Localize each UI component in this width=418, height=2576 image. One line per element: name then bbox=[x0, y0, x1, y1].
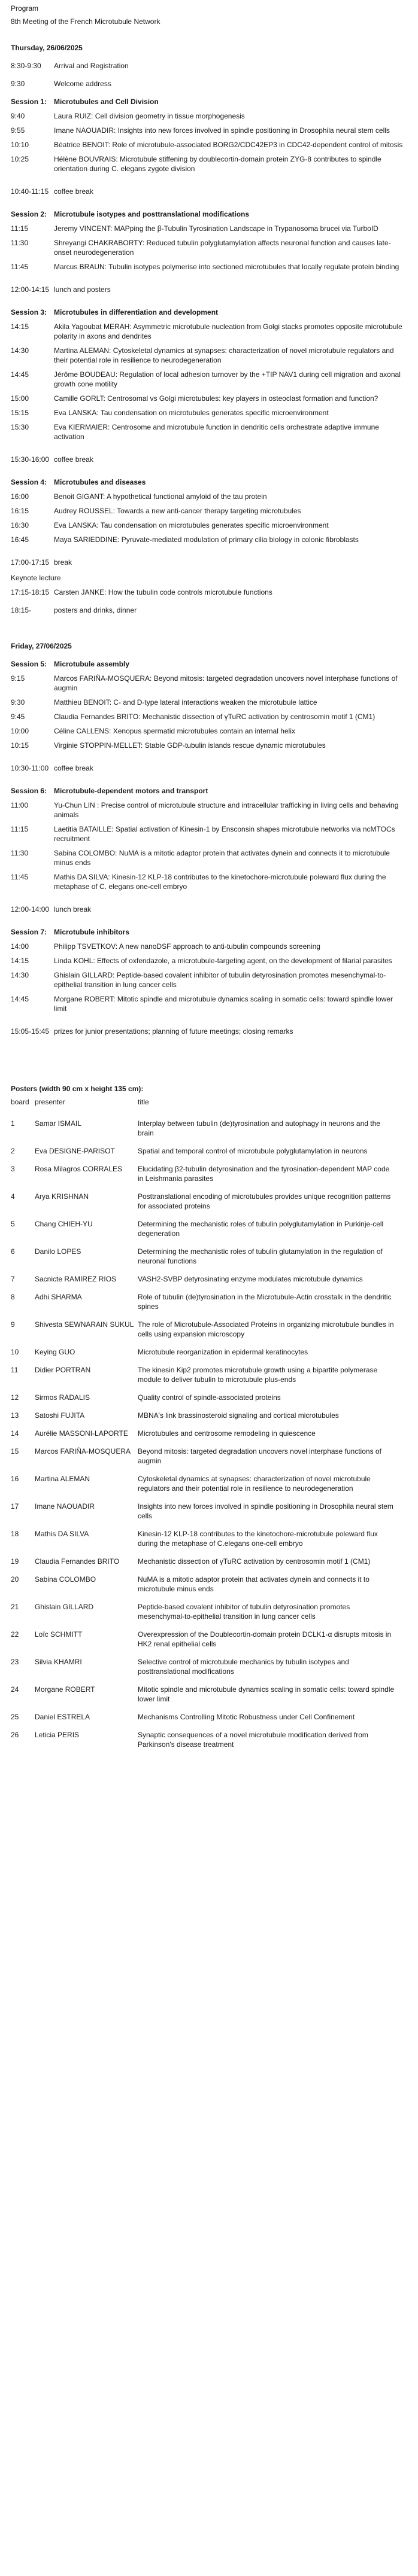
poster-board: 15 bbox=[11, 1447, 19, 1456]
posters-header bbox=[11, 1097, 407, 1107]
poster-title: Cytoskeletal dynamics at synapses: characterization of novel microtubule regulators and their potential role in resilience to neurodegeneration bbox=[138, 1475, 371, 1493]
break-text: coffee break bbox=[54, 455, 93, 464]
poster-row bbox=[11, 1219, 407, 1238]
talk-row bbox=[11, 262, 407, 272]
col-presenter: presenter bbox=[35, 1098, 65, 1106]
poster-row bbox=[11, 1365, 407, 1384]
talk-text: Matthieu BENOIT: C- and D-type lateral interactions weaken the microtubule lattice bbox=[54, 698, 317, 707]
poster-row bbox=[11, 1502, 407, 1521]
poster-row bbox=[11, 1557, 407, 1566]
talk-time: 9:55 bbox=[11, 126, 25, 135]
talk-text: Béatrice BENOIT: Role of microtubule-associated BORG2/CDC42EP3 in CDC42-dependent control of mitosis bbox=[54, 141, 403, 149]
poster-presenter: Adhi SHARMA bbox=[35, 1293, 82, 1301]
session-label: Session 1: bbox=[11, 98, 47, 106]
poster-title: Selective control of microtubule mechanics by tubulin isotypes and posttranslational modifications bbox=[138, 1658, 349, 1676]
lunch-text: lunch and posters bbox=[54, 285, 111, 294]
talk-time: 16:45 bbox=[11, 535, 29, 544]
talk-time: 16:00 bbox=[11, 492, 29, 501]
poster-row bbox=[11, 1347, 407, 1357]
talk-row bbox=[11, 224, 407, 233]
talk-row bbox=[11, 712, 407, 721]
posters-title: Posters (width 90 cm x height 135 cm): bbox=[11, 1085, 144, 1093]
keynote-label: Keynote lecture bbox=[11, 574, 61, 582]
poster-title: Synaptic consequences of a novel microtubule modification derived from Parkinson's disease treatment bbox=[138, 1731, 368, 1749]
poster-board: 14 bbox=[11, 1429, 19, 1438]
talk-time: 9:15 bbox=[11, 674, 25, 683]
poster-presenter: Daniel ESTRELA bbox=[35, 1713, 90, 1721]
talk-row bbox=[11, 408, 407, 418]
poster-row bbox=[11, 1447, 407, 1466]
poster-board: 18 bbox=[11, 1530, 19, 1538]
talk-time: 14:15 bbox=[11, 322, 29, 331]
poster-board: 13 bbox=[11, 1411, 19, 1420]
poster-board: 16 bbox=[11, 1475, 19, 1483]
talk-text: Philipp TSVETKOV: A new nanoDSF approach to anti-tubulin compounds screening bbox=[54, 942, 320, 951]
talk-text: Jérôme BOUDEAU: Regulation of local adhesion turnover by the +TIP NAV1 during cell migration and axonal growth cone motility bbox=[54, 370, 401, 388]
talk-row bbox=[11, 238, 407, 257]
talk-row bbox=[11, 994, 407, 1013]
poster-board: 20 bbox=[11, 1575, 19, 1584]
talk-row bbox=[11, 140, 407, 150]
talk-time: 11:30 bbox=[11, 849, 29, 857]
poster-presenter: Chang CHIEH-YU bbox=[35, 1220, 93, 1228]
poster-title: Quality control of spindle-associated proteins bbox=[138, 1393, 281, 1402]
poster-title: Beyond mitosis: targeted degradation uncovers novel interphase functions of augmin bbox=[138, 1447, 381, 1465]
session-heading bbox=[11, 97, 407, 106]
poster-row bbox=[11, 1429, 407, 1438]
poster-title: The kinesin Kip2 promotes microtubule growth using a bipartite polymerase module to deliver tubulin to microtubule plus-ends bbox=[138, 1366, 378, 1384]
talk-text: Martina ALEMAN: Cytoskeletal dynamics at synapses: characterization of novel microtubule regulators and their potential role in resilience to neurodegeneration bbox=[54, 346, 394, 364]
poster-title: Mechanisms Controlling Mitotic Robustness under Cell Confinement bbox=[138, 1713, 355, 1721]
talk-time: 15:30 bbox=[11, 423, 29, 431]
talk-time: 14:45 bbox=[11, 995, 29, 1003]
row-text: Welcome address bbox=[54, 80, 111, 88]
talk-row bbox=[11, 970, 407, 989]
poster-row bbox=[11, 1657, 407, 1676]
talk-time: 10:00 bbox=[11, 727, 29, 735]
poster-row bbox=[11, 1247, 407, 1266]
talk-text: Camille GORLT: Centrosomal vs Golgi microtubules: key players in osteoclast formation and function? bbox=[54, 394, 378, 403]
session-label: Session 7: bbox=[11, 928, 47, 936]
poster-presenter: Danilo LOPES bbox=[35, 1247, 81, 1256]
talk-row bbox=[11, 520, 407, 530]
talk-row bbox=[11, 942, 407, 951]
poster-board: 8 bbox=[11, 1293, 15, 1301]
poster-presenter: Morgane ROBERT bbox=[35, 1685, 95, 1694]
talk-time: 10:15 bbox=[11, 741, 29, 750]
poster-title: The role of Microtubule-Associated Proteins in organizing microtubule bundles in cells using expansion microscopy bbox=[138, 1320, 394, 1338]
poster-title: Interplay between tubulin (de)tyrosination and autophagy in neurons and the brain bbox=[138, 1119, 380, 1137]
poster-presenter: Sacnicte RAMIREZ RIOS bbox=[35, 1275, 117, 1283]
poster-presenter: Ghislain GILLARD bbox=[35, 1603, 94, 1611]
talk-text: Céline CALLENS: Xenopus spermatid microtubules contain an internal helix bbox=[54, 727, 295, 735]
session-label: Session 2: bbox=[11, 210, 47, 218]
session-heading bbox=[11, 786, 407, 796]
poster-presenter: Silvia KHAMRI bbox=[35, 1658, 82, 1666]
poster-presenter: Rosa Milagros CORRALES bbox=[35, 1165, 123, 1173]
poster-row bbox=[11, 1474, 407, 1493]
talk-time: 10:25 bbox=[11, 155, 29, 163]
break-time: 15:30-16:00 bbox=[11, 455, 50, 464]
talk-row bbox=[11, 346, 407, 365]
poster-presenter: Leticia PERIS bbox=[35, 1731, 80, 1739]
talk-text: Linda KOHL: Effects of oxfendazole, a microtubule-targeting agent, on the development of filarial parasites bbox=[54, 957, 392, 965]
poster-presenter: Samar ISMAIL bbox=[35, 1119, 82, 1128]
poster-board: 5 bbox=[11, 1220, 15, 1228]
break-time: 10:40-11:15 bbox=[11, 187, 49, 196]
poster-row bbox=[11, 1192, 407, 1211]
poster-board: 3 bbox=[11, 1165, 15, 1173]
poster-board: 21 bbox=[11, 1603, 19, 1611]
talk-text: Virginie STOPPIN-MELLET: Stable GDP-tubulin islands rescue dynamic microtubules bbox=[54, 741, 326, 750]
session-title: Microtubule isotypes and posttranslational modifications bbox=[54, 210, 250, 218]
row-time: 9:30 bbox=[11, 80, 25, 88]
talk-text: Laura RUIZ: Cell division geometry in tissue morphogenesis bbox=[54, 112, 245, 120]
poster-presenter: Didier PORTRAN bbox=[35, 1366, 91, 1374]
talk-row bbox=[11, 741, 407, 750]
poster-row bbox=[11, 1685, 407, 1704]
session-title: Microtubules in differentiation and development bbox=[54, 308, 219, 316]
break-row bbox=[11, 763, 407, 773]
poster-title: Kinesin-12 KLP-18 contributes to the kinetochore-microtubule poleward flux during the metaphase of C.elegans one-cell embryo bbox=[138, 1530, 378, 1548]
talk-time: 15:15 bbox=[11, 409, 29, 417]
poster-row bbox=[11, 1292, 407, 1311]
break-text: break bbox=[54, 558, 72, 567]
poster-row bbox=[11, 1320, 407, 1339]
poster-presenter: Arya KRISHNAN bbox=[35, 1192, 89, 1201]
talk-time: 16:15 bbox=[11, 507, 29, 515]
col-board: board bbox=[11, 1098, 29, 1106]
talk-row bbox=[11, 492, 407, 501]
lunch-text: lunch break bbox=[54, 905, 92, 914]
talk-text: Marcos FARIÑA-MOSQUERA: Beyond mitosis: targeted degradation uncovers novel interphase functions of augmin bbox=[54, 674, 398, 692]
poster-presenter: Shivesta SEWNARAIN SUKUL bbox=[35, 1320, 134, 1329]
keynote-text: Carsten JANKE: How the tubulin code controls microtubule functions bbox=[54, 588, 272, 596]
session-title: Microtubules and diseases bbox=[54, 478, 146, 486]
poster-title: Microtubules and centrosome remodeling in quiescence bbox=[138, 1429, 316, 1438]
talk-time: 9:40 bbox=[11, 112, 25, 120]
talk-text: Audrey ROUSSEL: Towards a new anti-cancer therapy targeting microtubules bbox=[54, 507, 301, 515]
talk-text: Shreyangi CHAKRABORTY: Reduced tubulin polyglutamylation affects neuronal function and causes late-onset neurodegeneration bbox=[54, 239, 391, 257]
session-heading bbox=[11, 307, 407, 317]
keynote-row bbox=[11, 587, 407, 597]
poster-row bbox=[11, 1712, 407, 1722]
poster-list bbox=[11, 1119, 407, 1749]
poster-title: NuMA is a mitotic adaptor protein that activates dynein and connects it to microtubule minus ends bbox=[138, 1575, 369, 1593]
poster-board: 2 bbox=[11, 1147, 15, 1155]
talk-text: Claudia Fernandes BRITO: Mechanistic dissection of γTuRC activation by centrosomin motif 1 (CM1) bbox=[54, 712, 375, 721]
poster-board: 7 bbox=[11, 1275, 15, 1283]
closing-text: prizes for junior presentations; planning of future meetings; closing remarks bbox=[54, 1027, 293, 1036]
lunch-time: 12:00-14:15 bbox=[11, 285, 50, 294]
talk-time: 16:30 bbox=[11, 521, 29, 529]
dinner-time: 18:15- bbox=[11, 606, 32, 614]
talk-time: 10:10 bbox=[11, 141, 29, 149]
poster-row bbox=[11, 1602, 407, 1621]
talk-time: 9:45 bbox=[11, 712, 25, 721]
break-text: coffee break bbox=[54, 187, 93, 196]
poster-title: Mechanistic dissection of γTuRC activation by centrosomin motif 1 (CM1) bbox=[138, 1557, 371, 1566]
talk-time: 14:15 bbox=[11, 957, 29, 965]
poster-title: Spatial and temporal control of microtubule polyglutamylation in neurons bbox=[138, 1147, 368, 1155]
talk-text: Imane NAOUADIR: Insights into new forces involved in spindle positioning in Drosophila neural stem cells bbox=[54, 126, 390, 135]
poster-row bbox=[11, 1119, 407, 1138]
session-title: Microtubule-dependent motors and transport bbox=[54, 787, 208, 795]
talk-time: 14:45 bbox=[11, 370, 29, 379]
poster-title: Insights into new forces involved in spindle positioning in Drosophila neural stem cells bbox=[138, 1502, 393, 1520]
poster-board: 26 bbox=[11, 1731, 19, 1739]
poster-row bbox=[11, 1164, 407, 1183]
poster-presenter: Sirmos RADALIS bbox=[35, 1393, 90, 1402]
break-row bbox=[11, 558, 407, 567]
poster-presenter: Mathis DA SILVA bbox=[35, 1530, 89, 1538]
poster-title: Peptide-based covalent inhibitor of tubulin detyrosination promotes mesenchymal-to-epithelial transition in lung cancer cells bbox=[138, 1603, 350, 1621]
poster-board: 10 bbox=[11, 1348, 19, 1356]
schedule-row bbox=[11, 79, 407, 89]
talk-time: 14:30 bbox=[11, 971, 29, 979]
program-label: Program bbox=[11, 4, 39, 13]
poster-title: Overexpression of the Doublecortin-domain protein DCLK1-α disrupts mitosis in HK2 renal epithelial cells bbox=[138, 1630, 392, 1648]
talk-text: Akila Yagoubat MERAH: Asymmetric microtubule nucleation from Golgi stacks promotes opposite microtubule polarity in axons and dendrites bbox=[54, 322, 402, 340]
session-heading bbox=[11, 659, 407, 669]
talk-text: Sabina COLOMBO: NuMA is a mitotic adaptor protein that activates dynein and connects it to microtubule minus ends bbox=[54, 849, 390, 867]
talk-text: Morgane ROBERT: Mitotic spindle and microtubule dynamics scaling in somatic cells: toward spindle lower limit bbox=[54, 995, 393, 1013]
talk-row bbox=[11, 370, 407, 389]
talk-time: 11:00 bbox=[11, 801, 29, 809]
poster-presenter: Imane NAOUADIR bbox=[35, 1502, 95, 1511]
talk-text: Ghislain GILLARD: Peptide-based covalent inhibitor of tubulin detyrosination promotes mesenchymal-to-epithelial transition in lung cancer cells bbox=[54, 971, 386, 989]
poster-presenter: Martina ALEMAN bbox=[35, 1475, 90, 1483]
session-heading bbox=[11, 927, 407, 937]
day2-title: Friday, 27/06/2025 bbox=[11, 642, 72, 650]
poster-row bbox=[11, 1630, 407, 1649]
poster-board: 9 bbox=[11, 1320, 15, 1329]
poster-row bbox=[11, 1274, 407, 1284]
day1-title: Thursday, 26/06/2025 bbox=[11, 44, 83, 52]
poster-presenter: Satoshi FUJITA bbox=[35, 1411, 85, 1420]
poster-title: Elucidating β2-tubulin detyrosination and the tyrosination-dependent MAP code in Leishmania parasites bbox=[138, 1165, 390, 1183]
talk-row bbox=[11, 956, 407, 966]
poster-title: Mitotic spindle and microtubule dynamics scaling in somatic cells: toward spindle lower limit bbox=[138, 1685, 395, 1703]
talk-time: 11:30 bbox=[11, 239, 29, 247]
poster-title: Determining the mechanistic roles of tubulin glutamylation in the regulation of neuronal functions bbox=[138, 1247, 383, 1265]
session-label: Session 3: bbox=[11, 308, 47, 316]
talk-text: Benoit GIGANT: A hypothetical functional amyloid of the tau protein bbox=[54, 492, 267, 501]
session-title: Microtubule inhibitors bbox=[54, 928, 129, 936]
talk-text: Jeremy VINCENT: MAPping the β-Tubulin Tyrosination Landscape in Trypanosoma brucei via TurboID bbox=[54, 224, 378, 233]
talk-time: 11:45 bbox=[11, 873, 29, 881]
talk-row bbox=[11, 698, 407, 707]
poster-board: 6 bbox=[11, 1247, 15, 1256]
break-time: 10:30-11:00 bbox=[11, 764, 49, 772]
talk-text: Hélène BOUVRAIS: Microtubule stiffening by doublecortin-domain protein ZYG-8 contributes to spindle orientation during C. elegans zygote division bbox=[54, 155, 381, 173]
talk-time: 14:00 bbox=[11, 942, 29, 951]
talk-row bbox=[11, 824, 407, 844]
poster-board: 25 bbox=[11, 1713, 19, 1721]
poster-presenter: Aurélie MASSONI-LAPORTE bbox=[35, 1429, 128, 1438]
closing-time: 15:05-15:45 bbox=[11, 1027, 50, 1036]
talk-row bbox=[11, 394, 407, 403]
talk-row bbox=[11, 126, 407, 135]
row-text: Arrival and Registration bbox=[54, 62, 129, 70]
poster-row bbox=[11, 1575, 407, 1594]
meeting-title: 8th Meeting of the French Microtubule Network bbox=[11, 17, 160, 26]
poster-row bbox=[11, 1730, 407, 1749]
dinner-text: posters and drinks, dinner bbox=[54, 606, 137, 614]
poster-board: 23 bbox=[11, 1658, 19, 1666]
poster-board: 22 bbox=[11, 1630, 19, 1639]
talk-text: Maya SARIEDDINE: Pyruvate-mediated modulation of primary cilia biology in colonic fibroblasts bbox=[54, 535, 359, 544]
session-label: Session 6: bbox=[11, 787, 47, 795]
talk-text: Yu-Chun LIN : Precise control of microtubule structure and intracellular trafficking in living cells and behaving animals bbox=[54, 801, 399, 819]
break-row bbox=[11, 455, 407, 464]
session-label: Session 4: bbox=[11, 478, 47, 486]
poster-board: 12 bbox=[11, 1393, 19, 1402]
talk-text: Eva KIERMAIER: Centrosome and microtubule function in dendritic cells orchestrate adaptive immune activation bbox=[54, 423, 379, 441]
poster-presenter: Sabina COLOMBO bbox=[35, 1575, 96, 1584]
talk-row bbox=[11, 800, 407, 820]
talk-time: 11:15 bbox=[11, 224, 29, 233]
poster-board: 19 bbox=[11, 1557, 19, 1566]
lunch-row bbox=[11, 285, 407, 294]
poster-title: VASH2-SVBP detyrosinating enzyme modulates microtubule dynamics bbox=[138, 1275, 363, 1283]
session-heading bbox=[11, 477, 407, 487]
talk-row bbox=[11, 848, 407, 867]
break-text: coffee break bbox=[54, 764, 93, 772]
poster-board: 11 bbox=[11, 1366, 19, 1374]
session-title: Microtubules and Cell Division bbox=[54, 98, 159, 106]
poster-presenter: Loïc SCHMITT bbox=[35, 1630, 83, 1639]
talk-time: 15:00 bbox=[11, 394, 29, 403]
poster-title: MBNA's link brassinosteroid signaling and cortical microtubules bbox=[138, 1411, 339, 1420]
talk-row bbox=[11, 154, 407, 173]
poster-board: 4 bbox=[11, 1192, 15, 1201]
talk-row bbox=[11, 674, 407, 693]
poster-board: 24 bbox=[11, 1685, 19, 1694]
talk-row bbox=[11, 322, 407, 341]
poster-board: 17 bbox=[11, 1502, 19, 1511]
talk-time: 11:15 bbox=[11, 825, 29, 833]
poster-board: 1 bbox=[11, 1119, 15, 1128]
poster-title: Posttranslational encoding of microtubules provides unique recognition patterns for associated proteins bbox=[138, 1192, 391, 1210]
break-time: 17:00-17:15 bbox=[11, 558, 50, 567]
poster-row bbox=[11, 1146, 407, 1156]
col-title: title bbox=[138, 1098, 149, 1106]
poster-presenter: Claudia Fernandes BRITO bbox=[35, 1557, 120, 1566]
talk-row bbox=[11, 111, 407, 121]
session-label: Session 5: bbox=[11, 660, 47, 668]
talk-text: Marcus BRAUN: Tubulin isotypes polymerise into sectioned microtubules that locally regulate protein binding bbox=[54, 263, 399, 271]
talk-text: Mathis DA SILVA: Kinesin-12 KLP-18 contributes to the kinetochore-microtubule poleward flux during the metaphase of C. elegans one-cell embryo bbox=[54, 873, 386, 891]
poster-presenter: Marcos FARIÑA-MOSQUERA bbox=[35, 1447, 131, 1456]
session-heading bbox=[11, 209, 407, 219]
poster-row bbox=[11, 1411, 407, 1420]
closing-row bbox=[11, 1027, 407, 1036]
session-title: Microtubule assembly bbox=[54, 660, 130, 668]
talk-time: 9:30 bbox=[11, 698, 25, 707]
schedule-row bbox=[11, 61, 407, 71]
talk-row bbox=[11, 506, 407, 516]
poster-presenter: Keying GUO bbox=[35, 1348, 75, 1356]
talk-text: Eva LANSKA: Tau condensation on microtubules generates specific microenvironment bbox=[54, 409, 329, 417]
talk-row bbox=[11, 872, 407, 891]
keynote-time: 17:15-18:15 bbox=[11, 588, 50, 596]
talk-time: 14:30 bbox=[11, 346, 29, 355]
talk-row bbox=[11, 535, 407, 544]
talk-row bbox=[11, 422, 407, 441]
lunch-row bbox=[11, 905, 407, 914]
poster-row bbox=[11, 1393, 407, 1402]
talk-text: Laetitia BATAILLE: Spatial activation of Kinesin-1 by Ensconsin shapes microtubule networks via ncMTOCs recruitment bbox=[54, 825, 395, 843]
poster-title: Role of tubulin (de)tyrosination in the Microtubule-Actin crosstalk in the dendritic spines bbox=[138, 1293, 392, 1311]
poster-row bbox=[11, 1529, 407, 1548]
row-time: 8:30-9:30 bbox=[11, 62, 41, 70]
dinner-row bbox=[11, 605, 407, 615]
break-row bbox=[11, 187, 407, 196]
talk-row bbox=[11, 726, 407, 736]
poster-presenter: Eva DESIGNE-PARISOT bbox=[35, 1147, 115, 1155]
talk-time: 11:45 bbox=[11, 263, 29, 271]
poster-title: Microtubule reorganization in epidermal keratinocytes bbox=[138, 1348, 308, 1356]
lunch-time: 12:00-14:00 bbox=[11, 905, 50, 914]
poster-title: Determining the mechanistic roles of tubulin polyglutamylation in Purkinje-cell degeneration bbox=[138, 1220, 384, 1238]
talk-text: Eva LANSKA: Tau condensation on microtubules generates specific microenvironment bbox=[54, 521, 329, 529]
